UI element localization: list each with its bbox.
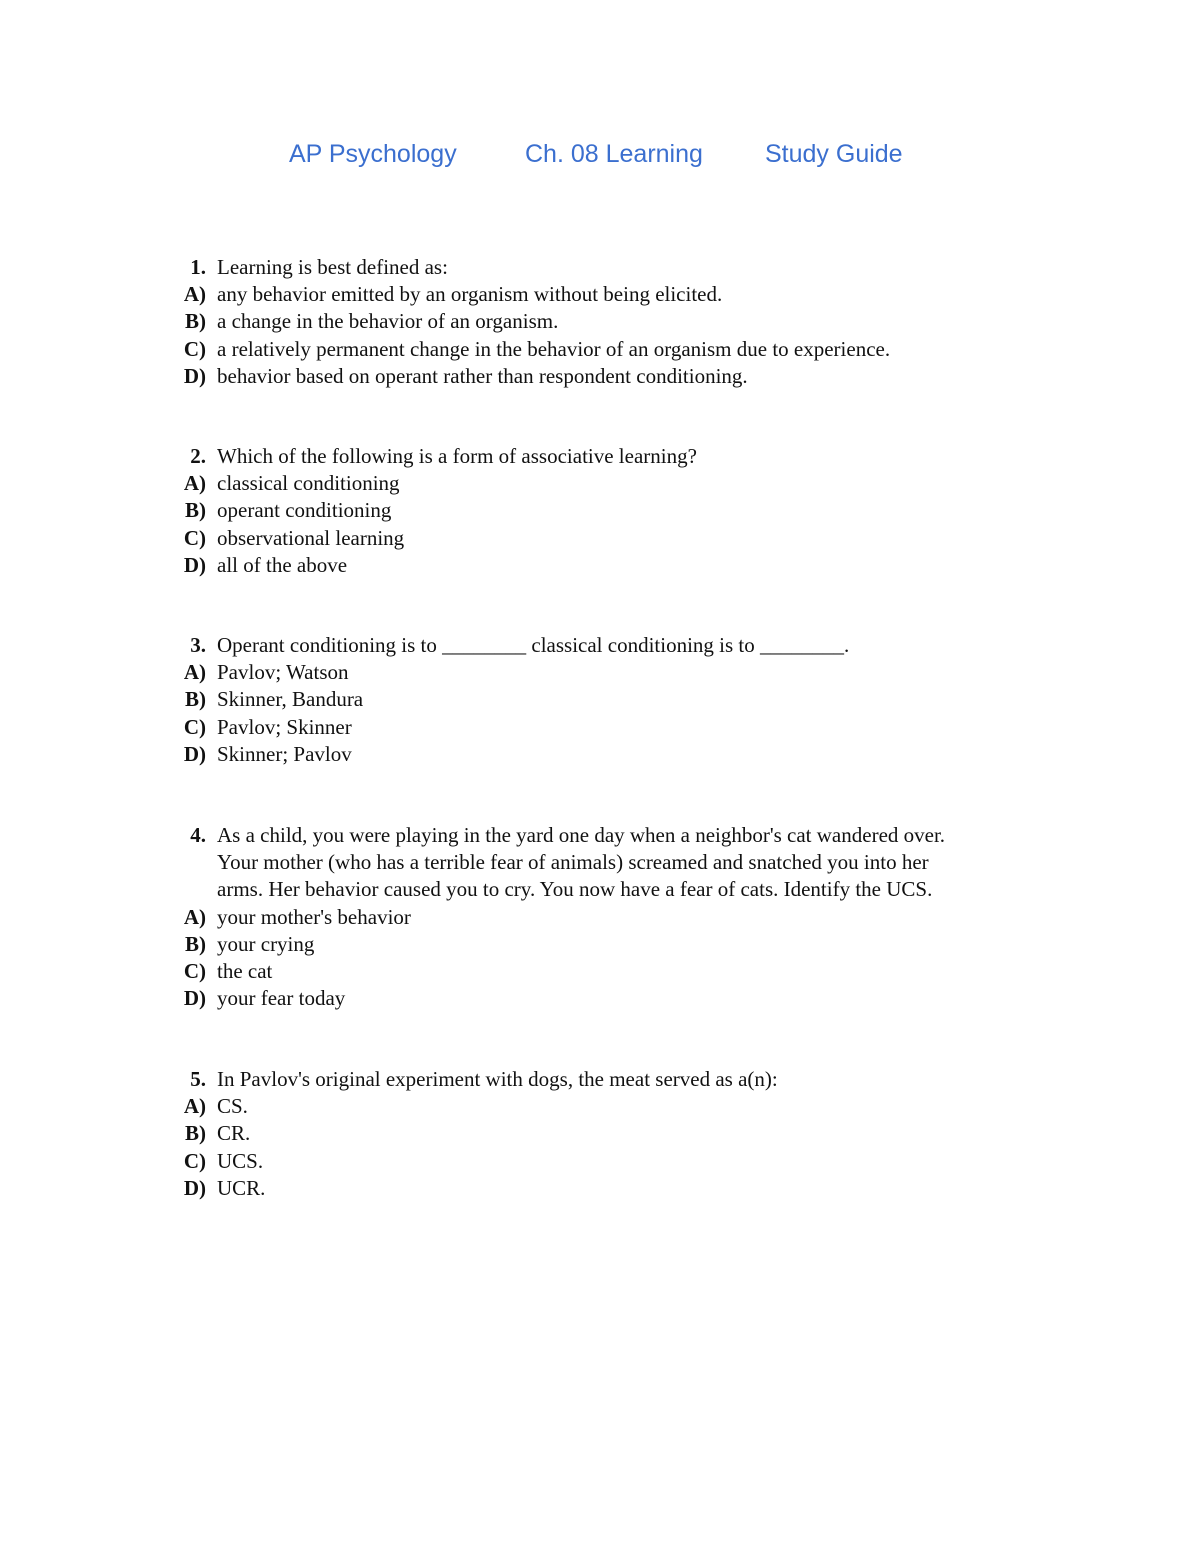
option-text: UCR. (217, 1175, 266, 1200)
option-letter: B) (185, 498, 206, 523)
option-text: a relatively permanent change in the behavior of an organism due to experience. (217, 336, 891, 361)
option-text: your fear today (217, 986, 346, 1011)
answer-option (0, 931, 1200, 958)
chapter-title: Ch. 08 Learning (525, 140, 703, 168)
question-stem (0, 1066, 1200, 1093)
option-letter: C) (183, 714, 206, 739)
option-letter: C) (183, 525, 206, 550)
answer-option (0, 659, 1200, 686)
option-text: any behavior emitted by an organism without being elicited. (217, 282, 723, 307)
answer-option (0, 1120, 1200, 1147)
answer-option (0, 958, 1200, 985)
question-text: Learning is best defined as: (217, 255, 448, 279)
question-number: 4. (190, 823, 206, 847)
question-number: 2. (190, 444, 206, 468)
option-letter: A) (183, 1094, 206, 1119)
option-text: observational learning (217, 525, 405, 550)
question-number: 3. (190, 633, 206, 657)
question-3 (0, 632, 1200, 768)
option-letter: A) (183, 660, 206, 685)
option-letter: B) (185, 931, 206, 956)
answer-option (0, 497, 1200, 524)
option-letter: A) (183, 471, 206, 496)
option-text: Pavlov; Skinner (217, 714, 352, 739)
document-type: Study Guide (765, 140, 903, 168)
question-text: As a child, you were playing in the yard one day when a neighbor's cat wandered over. (217, 823, 946, 847)
option-text: operant conditioning (217, 498, 392, 523)
option-text: Pavlov; Watson (217, 660, 349, 685)
answer-option (0, 1148, 1200, 1175)
option-letter: C) (183, 336, 206, 361)
option-letter: D) (183, 741, 206, 766)
page-header (0, 140, 1200, 176)
question-text: Your mother (who has a terrible fear of animals) screamed and snatched you into her (217, 850, 929, 875)
option-letter: B) (185, 1121, 206, 1146)
option-letter: D) (183, 1175, 206, 1200)
answer-option (0, 686, 1200, 713)
option-text: a change in the behavior of an organism. (217, 309, 559, 334)
question-stem-continuation (0, 849, 1200, 876)
answer-option (0, 336, 1200, 363)
answer-option (0, 1093, 1200, 1120)
option-text: Skinner, Bandura (217, 687, 364, 712)
option-letter: D) (183, 986, 206, 1011)
option-text: classical conditioning (217, 471, 400, 496)
question-stem (0, 632, 1200, 659)
question-text: Operant conditioning is to ________ classical conditioning is to ________. (217, 633, 850, 657)
option-text: all of the above (217, 552, 348, 577)
option-text: UCS. (217, 1148, 264, 1173)
option-text: your crying (217, 931, 315, 956)
question-1 (0, 254, 1200, 390)
question-5 (0, 1066, 1200, 1202)
answer-option (0, 1175, 1200, 1202)
question-2 (0, 443, 1200, 579)
answer-option (0, 741, 1200, 768)
answer-option (0, 985, 1200, 1012)
answer-option (0, 308, 1200, 335)
question-stem (0, 254, 1200, 281)
option-letter: D) (183, 552, 206, 577)
option-text: Skinner; Pavlov (217, 741, 352, 766)
answer-option (0, 552, 1200, 579)
option-text: the cat (217, 958, 273, 983)
option-text: behavior based on operant rather than respondent conditioning. (217, 363, 748, 388)
answer-option (0, 904, 1200, 931)
question-stem-continuation (0, 876, 1200, 903)
option-letter: A) (183, 904, 206, 929)
course-title: AP Psychology (289, 140, 457, 168)
option-letter: C) (183, 1148, 206, 1173)
question-number: 1. (190, 255, 206, 279)
option-letter: B) (185, 309, 206, 334)
question-number: 5. (190, 1067, 206, 1091)
question-text: arms. Her behavior caused you to cry. You now have a fear of cats. Identify the UCS. (217, 877, 933, 902)
answer-option (0, 525, 1200, 552)
answer-option (0, 281, 1200, 308)
question-text: Which of the following is a form of associative learning? (217, 444, 697, 468)
option-letter: D) (183, 363, 206, 388)
answer-option (0, 363, 1200, 390)
question-text: In Pavlov's original experiment with dogs, the meat served as a(n): (217, 1067, 778, 1091)
question-stem (0, 443, 1200, 470)
answer-option (0, 470, 1200, 497)
option-letter: C) (183, 958, 206, 983)
question-4 (0, 822, 1200, 1012)
option-text: CR. (217, 1121, 251, 1146)
option-text: your mother's behavior (217, 904, 411, 929)
answer-option (0, 714, 1200, 741)
option-letter: A) (183, 282, 206, 307)
option-letter: B) (185, 687, 206, 712)
question-stem (0, 822, 1200, 849)
option-text: CS. (217, 1094, 248, 1119)
